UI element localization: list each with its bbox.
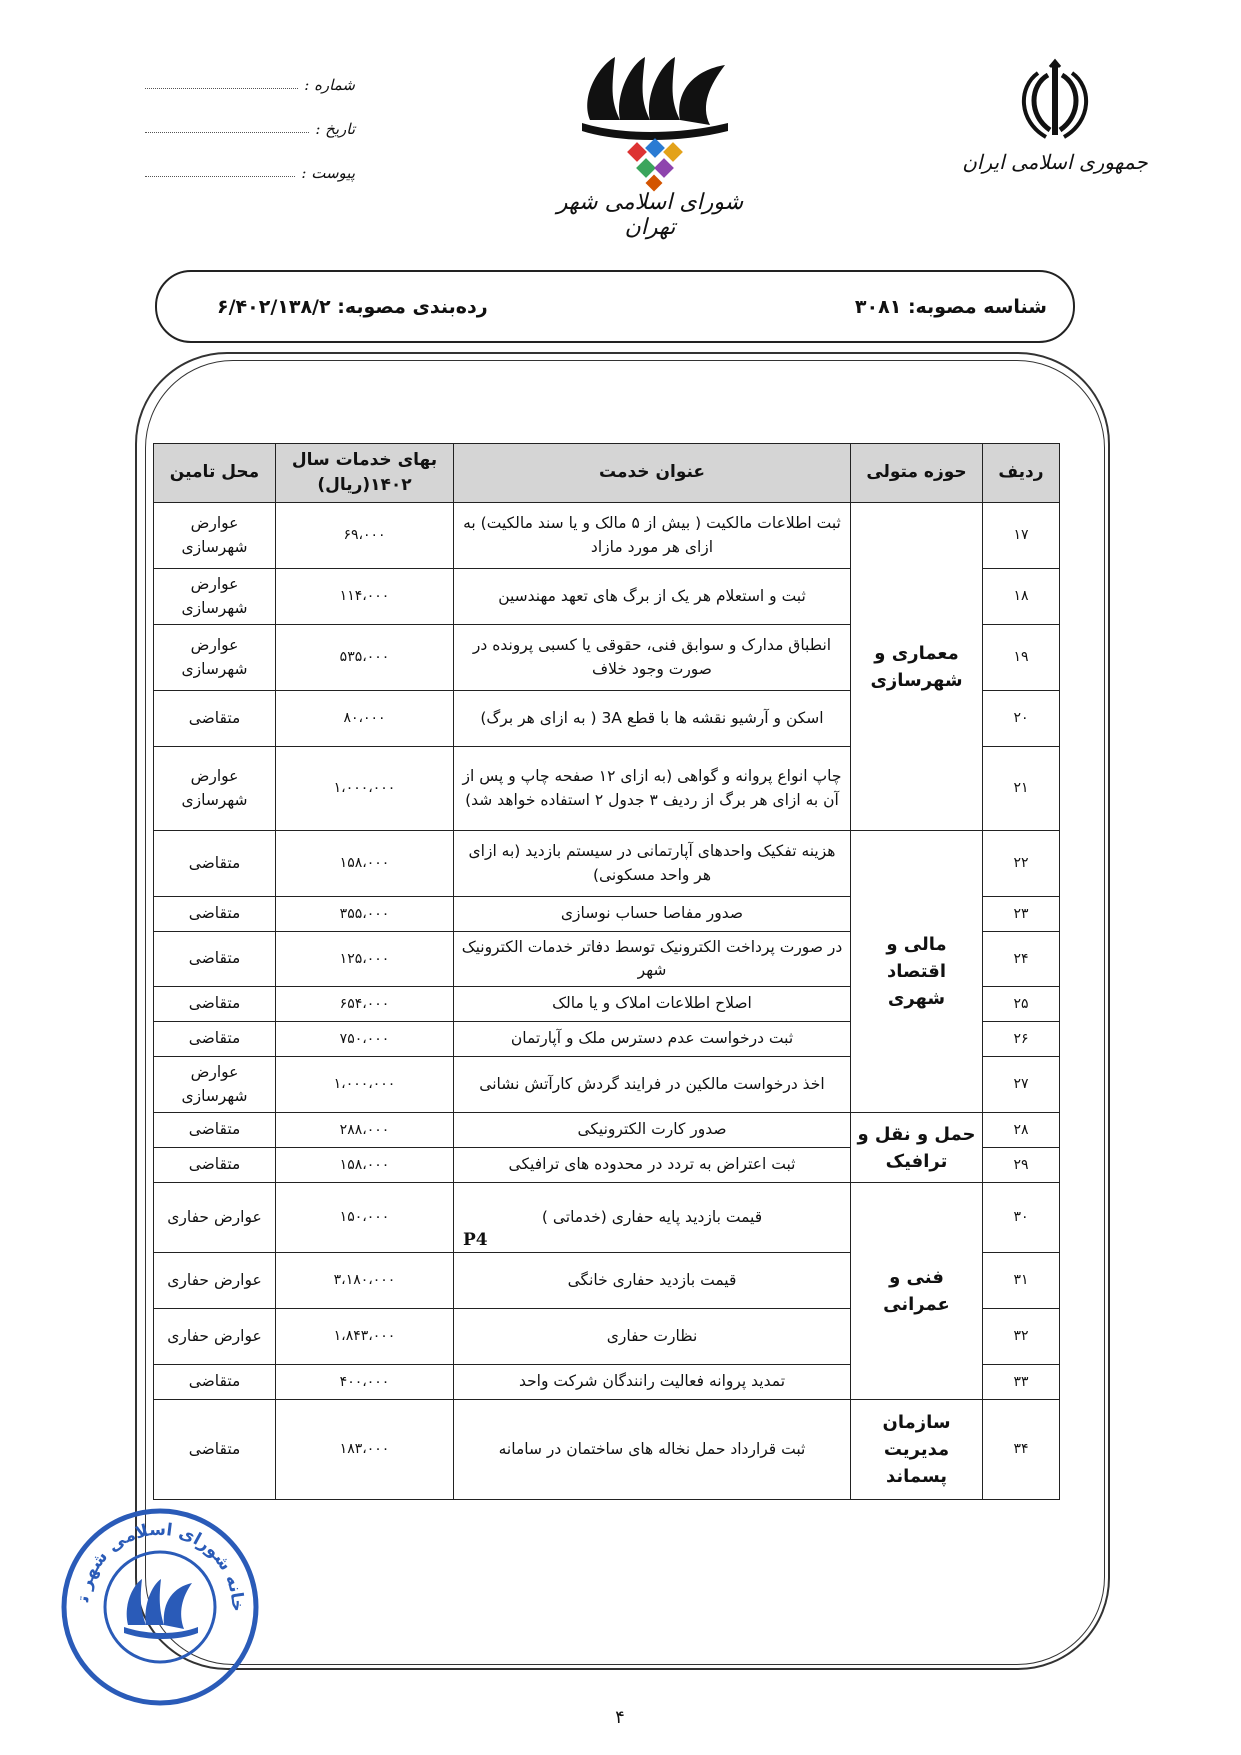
service-cell: ثبت و استعلام هر یک از برگ های تعهد مهندسین xyxy=(454,569,851,625)
row-index: ۲۰ xyxy=(983,691,1060,747)
price-cell: ۳۵۵،۰۰۰ xyxy=(276,897,454,932)
source-cell: متقاضی xyxy=(154,1400,276,1500)
resolution-class-label: رده‌بندی مصوبه: xyxy=(337,295,488,318)
domain-cell: فنی و عمرانی xyxy=(851,1183,983,1400)
table-row xyxy=(154,1113,1060,1148)
source-cell: متقاضی xyxy=(154,831,276,897)
attachment-field xyxy=(145,160,355,182)
resolution-id-box xyxy=(155,270,1075,343)
source-cell: عوارض حفاری xyxy=(154,1183,276,1253)
row-index: ۲۶ xyxy=(983,1022,1060,1057)
number-label: شماره : xyxy=(304,76,355,94)
seal-text: خانه شورای اسلامی شهر ت xyxy=(73,1519,248,1612)
domain-cell: حمل و نقل و ترافیک xyxy=(851,1113,983,1183)
price-cell: ۷۵۰،۰۰۰ xyxy=(276,1022,454,1057)
service-cell: ثبت درخواست عدم دسترس ملک و آپارتمان xyxy=(454,1022,851,1057)
source-cell: عوارض شهرسازی xyxy=(154,747,276,831)
domain-cell: سازمان مدیریت پسماند xyxy=(851,1400,983,1500)
row-index: ۲۲ xyxy=(983,831,1060,897)
source-cell: متقاضی xyxy=(154,1365,276,1400)
header-source: محل تامین xyxy=(154,444,276,503)
service-cell: تمدید پروانه فعالیت رانندگان شرکت واحد xyxy=(454,1365,851,1400)
p4-annotation xyxy=(463,1230,488,1250)
service-cell: اصلاح اطلاعات املاک و یا مالک xyxy=(454,987,851,1022)
council-logo-icon xyxy=(560,45,740,195)
table-row xyxy=(154,503,1060,569)
table-row xyxy=(154,1400,1060,1500)
source-cell: عوارض حفاری xyxy=(154,1253,276,1309)
source-cell: عوارض شهرسازی xyxy=(154,569,276,625)
domain-cell: معماری و شهرسازی xyxy=(851,503,983,831)
council-seal xyxy=(58,1505,263,1710)
source-cell: عوارض شهرسازی xyxy=(154,625,276,691)
row-index: ۲۴ xyxy=(983,932,1060,987)
service-cell: ثبت اعتراض به تردد در محدوده های ترافیکی xyxy=(454,1148,851,1183)
service-cell: انطباق مدارک و سوابق فنی، حقوقی یا کسبی پرونده در صورت وجود خلاف xyxy=(454,625,851,691)
date-dots xyxy=(145,131,309,133)
row-index: ۳۰ xyxy=(983,1183,1060,1253)
resolution-id-label: شناسه مصوبه: xyxy=(907,295,1047,318)
council-logo xyxy=(560,45,740,199)
service-cell: هزینه تفکیک واحدهای آپارتمانی در سیستم بازدید (به ازای هر واحد مسکونی) xyxy=(454,831,851,897)
row-index: ۱۹ xyxy=(983,625,1060,691)
number-field xyxy=(145,72,355,94)
header-price: بهای خدمات سال ۱۴۰۲(ریال) xyxy=(276,444,454,503)
source-cell: متقاضی xyxy=(154,897,276,932)
row-index: ۳۱ xyxy=(983,1253,1060,1309)
attachment-dots xyxy=(145,175,295,177)
price-cell: ۳،۱۸۰،۰۰۰ xyxy=(276,1253,454,1309)
iran-emblem xyxy=(985,55,1125,149)
source-cell: عوارض شهرسازی xyxy=(154,1057,276,1113)
row-index: ۳۳ xyxy=(983,1365,1060,1400)
resolution-id-value: ۳۰۸۱ xyxy=(854,295,902,318)
row-index: ۲۳ xyxy=(983,897,1060,932)
resolution-class xyxy=(217,296,488,318)
row-index: ۲۸ xyxy=(983,1113,1060,1148)
price-cell: ۶۹،۰۰۰ xyxy=(276,503,454,569)
source-cell: متقاضی xyxy=(154,1113,276,1148)
header-row: ردیف xyxy=(983,444,1060,503)
price-cell: ۱۲۵،۰۰۰ xyxy=(276,932,454,987)
resolution-class-value: ۶/۴۰۲/۱۳۸/۲ xyxy=(217,295,331,318)
p4-annotation-text: P4 xyxy=(463,1230,488,1250)
header-domain: حوزه متولی xyxy=(851,444,983,503)
row-index: ۲۵ xyxy=(983,987,1060,1022)
price-cell: ۱،۰۰۰،۰۰۰ xyxy=(276,1057,454,1113)
row-index: ۱۷ xyxy=(983,503,1060,569)
country-name: جمهوری اسلامی ایران xyxy=(962,150,1148,174)
resolution-id xyxy=(855,296,1047,318)
service-cell: صدور کارت الکترونیکی xyxy=(454,1113,851,1148)
service-cell: در صورت پرداخت الکترونیک توسط دفاتر خدمات الکترونیک شهر xyxy=(454,932,851,987)
service-cell: ثبت اطلاعات مالکیت ( بیش از ۵ مالک و یا سند مالکیت) به ازای هر مورد مازاد xyxy=(454,503,851,569)
service-cell: چاپ انواع پروانه و گواهی (به ازای ۱۲ صفحه چاپ و پس از آن به ازای هر برگ از ردیف ۳ جدول ۲ استفاده خواهد شد) xyxy=(454,747,851,831)
price-cell: ۱،۸۴۳،۰۰۰ xyxy=(276,1309,454,1365)
price-cell: ۱۵۰،۰۰۰ xyxy=(276,1183,454,1253)
source-cell: متقاضی xyxy=(154,932,276,987)
page-number: ۴ xyxy=(615,1707,625,1728)
row-index: ۲۷ xyxy=(983,1057,1060,1113)
header-service: عنوان خدمت xyxy=(454,444,851,503)
source-cell: متقاضی xyxy=(154,1148,276,1183)
service-cell: قیمت بازدید پایه حفاری (خدماتی ) xyxy=(454,1183,851,1253)
source-cell: متقاضی xyxy=(154,987,276,1022)
row-index: ۳۴ xyxy=(983,1400,1060,1500)
table-row xyxy=(154,831,1060,897)
row-index: ۱۸ xyxy=(983,569,1060,625)
price-cell: ۱۸۳،۰۰۰ xyxy=(276,1400,454,1500)
source-cell: متقاضی xyxy=(154,1022,276,1057)
price-cell: ۶۵۴،۰۰۰ xyxy=(276,987,454,1022)
table-header-row xyxy=(154,444,1060,503)
price-cell: ۸۰،۰۰۰ xyxy=(276,691,454,747)
price-cell: ۴۰۰،۰۰۰ xyxy=(276,1365,454,1400)
source-cell: متقاضی xyxy=(154,691,276,747)
council-name: شورای اسلامی شهر تهران xyxy=(556,190,744,240)
price-cell: ۵۳۵،۰۰۰ xyxy=(276,625,454,691)
row-index: ۳۲ xyxy=(983,1309,1060,1365)
date-field xyxy=(145,116,355,138)
service-cell: نظارت حفاری xyxy=(454,1309,851,1365)
services-table xyxy=(153,443,1060,1500)
price-cell: ۲۸۸،۰۰۰ xyxy=(276,1113,454,1148)
price-cell: ۱۵۸،۰۰۰ xyxy=(276,831,454,897)
price-cell: ۱۱۴،۰۰۰ xyxy=(276,569,454,625)
domain-cell: مالی و اقتصاد شهری xyxy=(851,831,983,1113)
council-seal-icon xyxy=(58,1505,263,1710)
service-cell: اخذ درخواست مالکین در فرایند گردش کارآتش نشانی xyxy=(454,1057,851,1113)
service-cell: ثبت قرارداد حمل نخاله های ساختمان در سامانه xyxy=(454,1400,851,1500)
source-cell: عوارض شهرسازی xyxy=(154,503,276,569)
attachment-label: پیوست : xyxy=(301,164,355,182)
price-cell: ۱۵۸،۰۰۰ xyxy=(276,1148,454,1183)
service-cell: صدور مفاصا حساب نوسازی xyxy=(454,897,851,932)
number-dots xyxy=(145,87,298,89)
source-cell: عوارض حفاری xyxy=(154,1309,276,1365)
row-index: ۲۹ xyxy=(983,1148,1060,1183)
service-cell: اسکن و آرشیو نقشه ها با قطع 3A ( به ازای هر برگ) xyxy=(454,691,851,747)
date-label: تاریخ : xyxy=(315,120,355,138)
table-row xyxy=(154,1183,1060,1253)
row-index: ۲۱ xyxy=(983,747,1060,831)
price-cell: ۱،۰۰۰،۰۰۰ xyxy=(276,747,454,831)
service-cell: قیمت بازدید حفاری خانگی xyxy=(454,1253,851,1309)
iran-emblem-icon xyxy=(1010,55,1100,145)
